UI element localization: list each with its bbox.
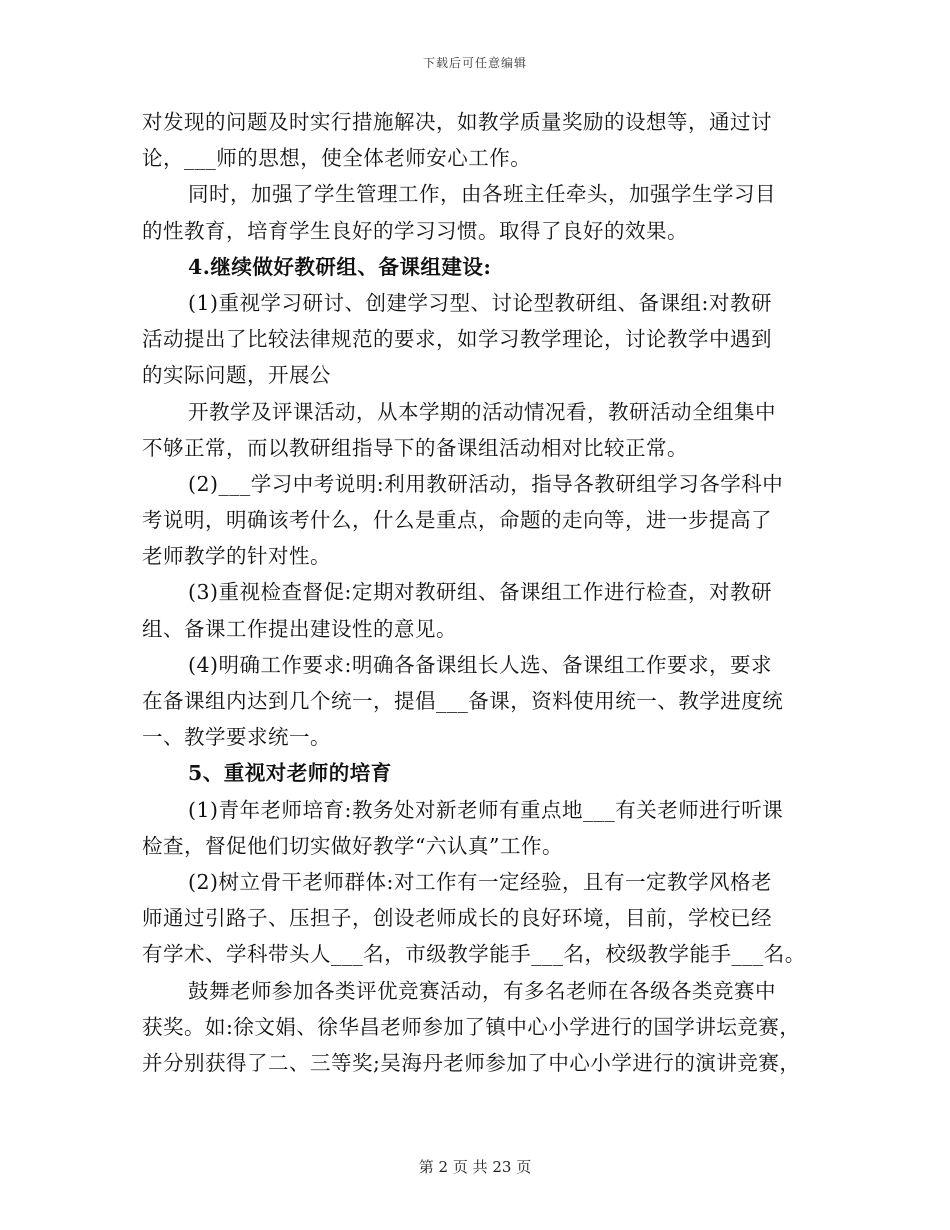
paragraph-line: 师通过引路子、压担子，创设老师成长的良好环境，目前，学校已经 bbox=[142, 906, 772, 931]
section-heading: 4.继续做好教研组、备课组建设: bbox=[188, 254, 492, 279]
paragraph-line: 对发现的问题及时实行措施解决，如教学质量奖励的设想等，通过讨 bbox=[142, 110, 772, 134]
section-heading: 5、重视对老师的培育 bbox=[188, 761, 392, 786]
paragraph-line: (2)___学习中考说明:利用教研活动，指导各教研组学习各学科中 bbox=[188, 471, 784, 496]
paragraph-line: 不够正常，而以教研组指导下的备课组活动相对比较正常。 bbox=[142, 435, 688, 460]
paragraph-line: 鼓舞老师参加各类评优竞赛活动，有多名老师在各级各类竞赛中 bbox=[188, 978, 776, 1003]
paragraph-line: 一、教学要求统一。 bbox=[142, 725, 331, 750]
paragraph-line: (1)重视学习研讨、创建学习型、讨论型教研组、备课组:对教研 bbox=[188, 290, 772, 315]
paragraph-line: 开教学及评课活动，从本学期的活动情况看，教研活动全组集中 bbox=[188, 399, 776, 424]
paragraph-line: 活动提出了比较法律规范的要求，如学习教学理论，讨论教学中遇到 bbox=[142, 327, 772, 352]
paragraph-line: 有学术、学科带头人___名，市级教学能手___名，校级教学能手___名。 bbox=[142, 942, 806, 967]
paragraph-line: 论，___师的思想，使全体老师安心工作。 bbox=[142, 146, 532, 171]
paragraph-line: 的实际问题，开展公 bbox=[142, 363, 331, 388]
page-footer: 第 2 页 共 23 页 bbox=[418, 1158, 532, 1176]
paragraph-line: (2)树立骨干老师群体:对工作有一定经验，且有一定教学风格老 bbox=[188, 869, 772, 894]
paragraph-line: 组、备课工作提出建设性的意见。 bbox=[142, 616, 457, 641]
paragraph-line: 并分别获得了二、三等奖;吴海丹老师参加了中心小学进行的演讲竞赛， bbox=[142, 1050, 801, 1075]
paragraph-line: 在备课组内达到几个统一，提倡___备课，资料使用统一、教学进度统 bbox=[142, 689, 784, 713]
paragraph-line: 考说明，明确该考什么，什么是重点，命题的走向等，进一步提高了 bbox=[142, 508, 772, 533]
paragraph-line: 的性教育，培育学生良好的学习习惯。取得了良好的效果。 bbox=[142, 218, 688, 243]
paragraph-line: (4)明确工作要求:明确各备课组长人选、备课组工作要求，要求 bbox=[188, 652, 772, 677]
paragraph-line: 检查，督促他们切实做好教学“六认真”工作。 bbox=[142, 833, 563, 858]
document-body bbox=[142, 104, 818, 1081]
page-header: 下载后可任意编辑 bbox=[422, 56, 527, 70]
paragraph-line: 同时，加强了学生管理工作，由各班主任牵头，加强学生学习目 bbox=[188, 182, 776, 207]
paragraph-line: 老师教学的针对性。 bbox=[142, 544, 331, 569]
paragraph-line: (3)重视检查督促:定期对教研组、备课组工作进行检查，对教研 bbox=[188, 580, 772, 605]
paragraph-line: (1)青年老师培育:教务处对新老师有重点地___有关老师进行听课 bbox=[188, 797, 784, 822]
paragraph-line: 获奖。如:徐文娟、徐华昌老师参加了镇中心小学进行的国学讲坛竞赛， bbox=[142, 1014, 801, 1039]
